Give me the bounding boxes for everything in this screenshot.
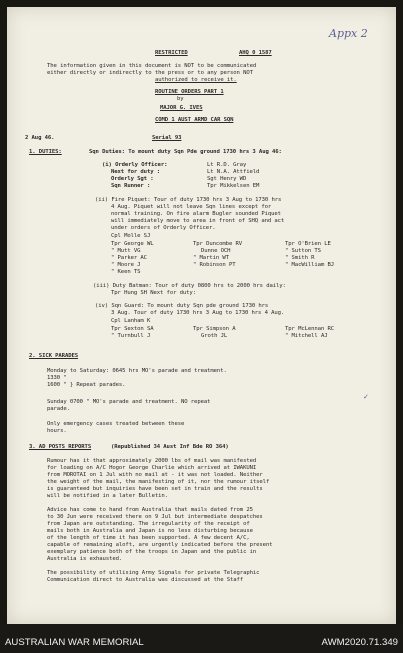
piquet-member: " Keen TS xyxy=(111,269,141,275)
guard-member: Tpr McLennan RC xyxy=(285,326,335,332)
guard-member: " Mitchell AJ xyxy=(285,333,328,339)
handwritten-annotation: Appx 2 xyxy=(329,27,368,40)
section-heading-ad-posts: 3. AD POSTS REPORTS xyxy=(29,444,92,450)
document-title: ROUTINE ORDERS PART 1 xyxy=(155,89,224,95)
guard-nco: Cpl Lanham K xyxy=(111,318,151,324)
tick-mark-icon: ✓ xyxy=(363,393,369,401)
archive-footer xyxy=(0,624,403,653)
paragraph-line: Communication direct to Australia was discussed at the Staff xyxy=(47,577,244,583)
paragraph-line: to 30 Jun were received there on 9 Jul but intermediate despatches xyxy=(47,514,263,520)
duty-batman-line: Tpr Hung SH Next for duty: xyxy=(111,290,196,296)
guard-member: Groth JL xyxy=(201,333,228,339)
serial-number: Serial 93 xyxy=(152,135,182,141)
duty-role: (i) Orderly Officer: xyxy=(102,162,168,168)
piquet-member: " Sutton TS xyxy=(285,248,321,254)
piquet-member: " Martin WT xyxy=(193,255,229,261)
paragraph-line: from MOROTAI on 1 Jul with no mail at - it was not loaded. Neither xyxy=(47,472,263,478)
piquet-member: Dunne OCH xyxy=(201,248,231,254)
piquet-member: Tpr O'Brien LE xyxy=(285,241,331,247)
paragraph-line: will be notified in a later Bulletin. xyxy=(47,493,168,499)
piquet-member: " Mutt VG xyxy=(111,248,141,254)
sick-parade-line: parade. xyxy=(47,406,70,412)
guard-member: " Turnbull J xyxy=(111,333,151,339)
footer-institution: AUSTRALIAN WAR MEMORIAL xyxy=(5,637,144,648)
sick-parade-line: Only emergency cases treated between these xyxy=(47,421,185,427)
duty-role: Next for duty : xyxy=(111,169,161,175)
fire-piquet-line: 4 Aug. Piquet will not leave Sqn lines except for xyxy=(111,204,272,210)
paragraph-line: Advice has come to hand from Australia that mails dated from 25 xyxy=(47,507,253,513)
paragraph-line: is guaranteed but inquiries have been set in train and the results xyxy=(47,486,263,492)
paragraph-line: capable of remaining aloft, are urgently indicated before the present xyxy=(47,542,273,548)
republished-note: (Republished 34 Aust Inf Bde RO 364) xyxy=(111,444,229,450)
duty-name: Tpr Mikkelsen EM xyxy=(207,183,260,189)
paragraph-line: for loading on A/C Hogor George Charlie which arrived at IWAKUNI xyxy=(47,465,257,471)
paragraph-line: of the length of time it has been supported. A few decent A/C, xyxy=(47,535,250,541)
duty-name: Lt R.D. Gray xyxy=(207,162,247,168)
guard-member: Tpr Sexton SA xyxy=(111,326,154,332)
section-heading-sick-parades: 2. SICK PARADES xyxy=(29,353,79,359)
sqn-guard-line: 3 Aug. Tour of duty 1730 hrs 3 Aug to 1730 hrs 4 Aug. xyxy=(111,310,285,316)
paragraph-line: mails both in Australia and Japan is no less disturbing because xyxy=(47,528,253,534)
paragraph-line: The possibility of utilising Army Signals for private Telegraphic xyxy=(47,570,260,576)
notice-line: authorized to receive it. xyxy=(155,77,237,83)
piquet-member: " Smith R xyxy=(285,255,315,261)
piquet-member: " Parker AC xyxy=(111,255,147,261)
fire-piquet-line: under orders of Orderly Officer. xyxy=(111,225,216,231)
piquet-member: Tpr Duncombe RV xyxy=(193,241,243,247)
footer-accession-number: AWM2020.71.349 xyxy=(321,637,398,648)
paragraph-line: from Japan are outstanding. The irregularity of the receipt of xyxy=(47,521,250,527)
fire-piquet-line: (ii) Fire Piquet: Tour of duty 1730 hrs 3 Aug to 1730 hrs xyxy=(95,197,282,203)
reference-number: AHQ 0 1587 xyxy=(239,50,272,56)
sqn-duties-line: Sqn Duties: To mount duty Sqn Pde ground 1730 hrs 3 Aug 46: xyxy=(89,149,282,155)
sick-parade-line: 1330 " xyxy=(47,375,67,381)
piquet-member: Tpr George WL xyxy=(111,241,154,247)
piquet-member: " Robinson PT xyxy=(193,262,236,268)
paragraph-line: Rumour has it that approximately 2000 lbs of mail was manifested xyxy=(47,458,257,464)
fire-piquet-line: normal training. On fire alarm Bugler sounded Piquet xyxy=(111,211,281,217)
author: MAJOR G. IVES xyxy=(160,105,203,111)
document-date: 2 Aug 46. xyxy=(25,135,55,141)
duty-role: Sqn Runner : xyxy=(111,183,151,189)
sick-parade-line: Monday to Saturday: 0645 hrs MO's parade and treatment. xyxy=(47,368,227,374)
classification: RESTRICTED xyxy=(155,50,188,56)
piquet-nco: Cpl Molle SJ xyxy=(111,233,151,239)
duty-role: Orderly Sgt : xyxy=(111,176,154,182)
notice-line: The information given in this document is NOT to be communicated xyxy=(47,63,257,69)
sick-parade-line: Sunday 0700 " MO's parade and treatment. NO repeat xyxy=(47,399,211,405)
sick-parade-line: hours. xyxy=(47,428,67,434)
fire-piquet-line: will immediately move to area in front of SHQ and act xyxy=(111,218,285,224)
piquet-member: " Moore J xyxy=(111,262,141,268)
paragraph-line: Australia is exhausted. xyxy=(47,556,123,562)
duty-name: Sgt Henry WD xyxy=(207,176,247,182)
duty-batman-line: (iii) Duty Batman: Tour of duty 0800 hrs to 2000 hrs daily: xyxy=(93,283,286,289)
unit: COMD 1 AUST ARMD CAR SQN xyxy=(155,117,234,123)
paragraph-line: the weight of the mail, the manifesting of it, nor the rumour itself xyxy=(47,479,270,485)
guard-member: Tpr Simpson A xyxy=(193,326,236,332)
piquet-member: " MacWilliam BJ xyxy=(285,262,335,268)
sick-parade-line: 1600 " } Repeat parades. xyxy=(47,382,126,388)
by-text: by xyxy=(177,96,184,102)
section-heading-duties: 1. DUTIES: xyxy=(29,149,62,155)
document-page xyxy=(7,7,396,624)
paragraph-line: exemplary patience both of the troops in Japan and the public in xyxy=(47,549,257,555)
duty-name: Lt N.A. Attfield xyxy=(207,169,260,175)
sqn-guard-line: (iv) Sqn Guard: To mount duty Sqn pde ground 1730 hrs xyxy=(95,303,269,309)
notice-line: either directly or indirectly to the press or to any person NOT xyxy=(47,70,253,76)
